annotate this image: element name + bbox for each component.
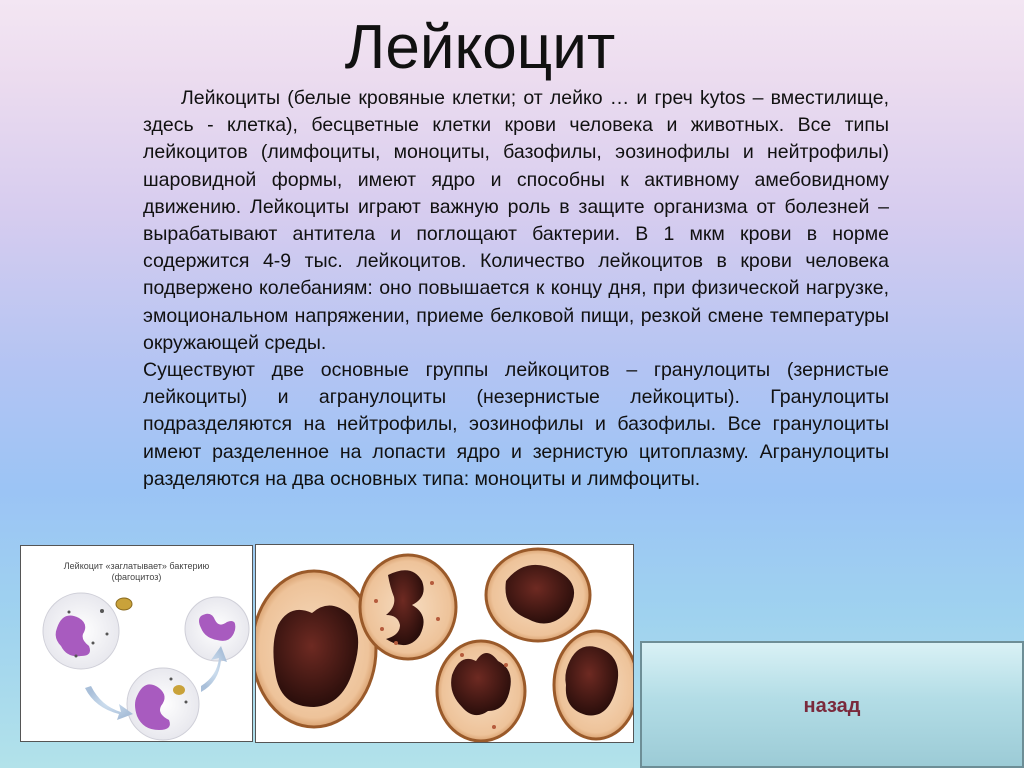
phagocyte-cell-right bbox=[185, 597, 249, 661]
monocyte-cell bbox=[486, 549, 590, 641]
leukocyte-micrograph bbox=[255, 544, 634, 743]
phagocyte-cell-left bbox=[43, 593, 119, 669]
bacterium-icon bbox=[116, 598, 132, 610]
phagocyte-cell-bottom bbox=[127, 668, 199, 740]
paragraph-groups: Существуют две основные группы лейкоцитов – гранулоциты (зернистые лейкоциты) и агранулоциты (незернистые лейкоциты). Гранулоциты подразделяются на нейтрофилы, эозинофилы и базофилы. Все гранулоциты имеют разделенное на лопасти ядро и зернистую цитоплазму. Агранулоциты разделяются на два основных типа: моноциты и лимфоциты. bbox=[143, 359, 889, 490]
lymphocyte-cell bbox=[256, 571, 376, 727]
phagocytosis-figure bbox=[20, 545, 253, 742]
back-button[interactable] bbox=[640, 641, 1024, 768]
back-button-label: назад bbox=[803, 695, 861, 717]
eosinophil-cell bbox=[437, 641, 525, 741]
phagocytosis-caption-line1: Лейкоцит «заглатывает» бактерию bbox=[63, 561, 210, 571]
phagocytosis-illustration bbox=[21, 546, 254, 743]
body-text bbox=[143, 85, 889, 493]
arrow-down-right-icon bbox=[85, 686, 133, 720]
basophil-cell bbox=[554, 631, 634, 739]
phagocytosis-caption-line2: (фагоцитоз) bbox=[111, 572, 162, 582]
paragraph-intro: Лейкоциты (белые кровяные клетки; от лейко … и греч kytos – вместилище, здесь - клетка), бесцветные клетки крови человека и животных. Все типы лейкоцитов (лимфоциты, моноциты, базофилы, эозинофилы и нейтрофилы) шаровидной формы, имеют ядро и способны к активному амебовидному движению. Лейкоциты играют важную роль в защите организма от болезней – вырабатывают антитела и поглощают бактерии. В 1 мкм крови в норме содержится 4-9 тыс. лейкоцитов. Количество лейкоцитов в крови человека подвержено колебаниям: оно повышается к концу дня, при физической нагрузке, эмоциональном напряжении, приеме белковой пищи, резкой смене температуры окружающей среды. bbox=[143, 87, 889, 354]
neutrophil-cell-top bbox=[360, 555, 456, 659]
slide-title: Лейкоцит bbox=[344, 13, 616, 82]
leukocyte-cells-illustration bbox=[256, 545, 634, 743]
